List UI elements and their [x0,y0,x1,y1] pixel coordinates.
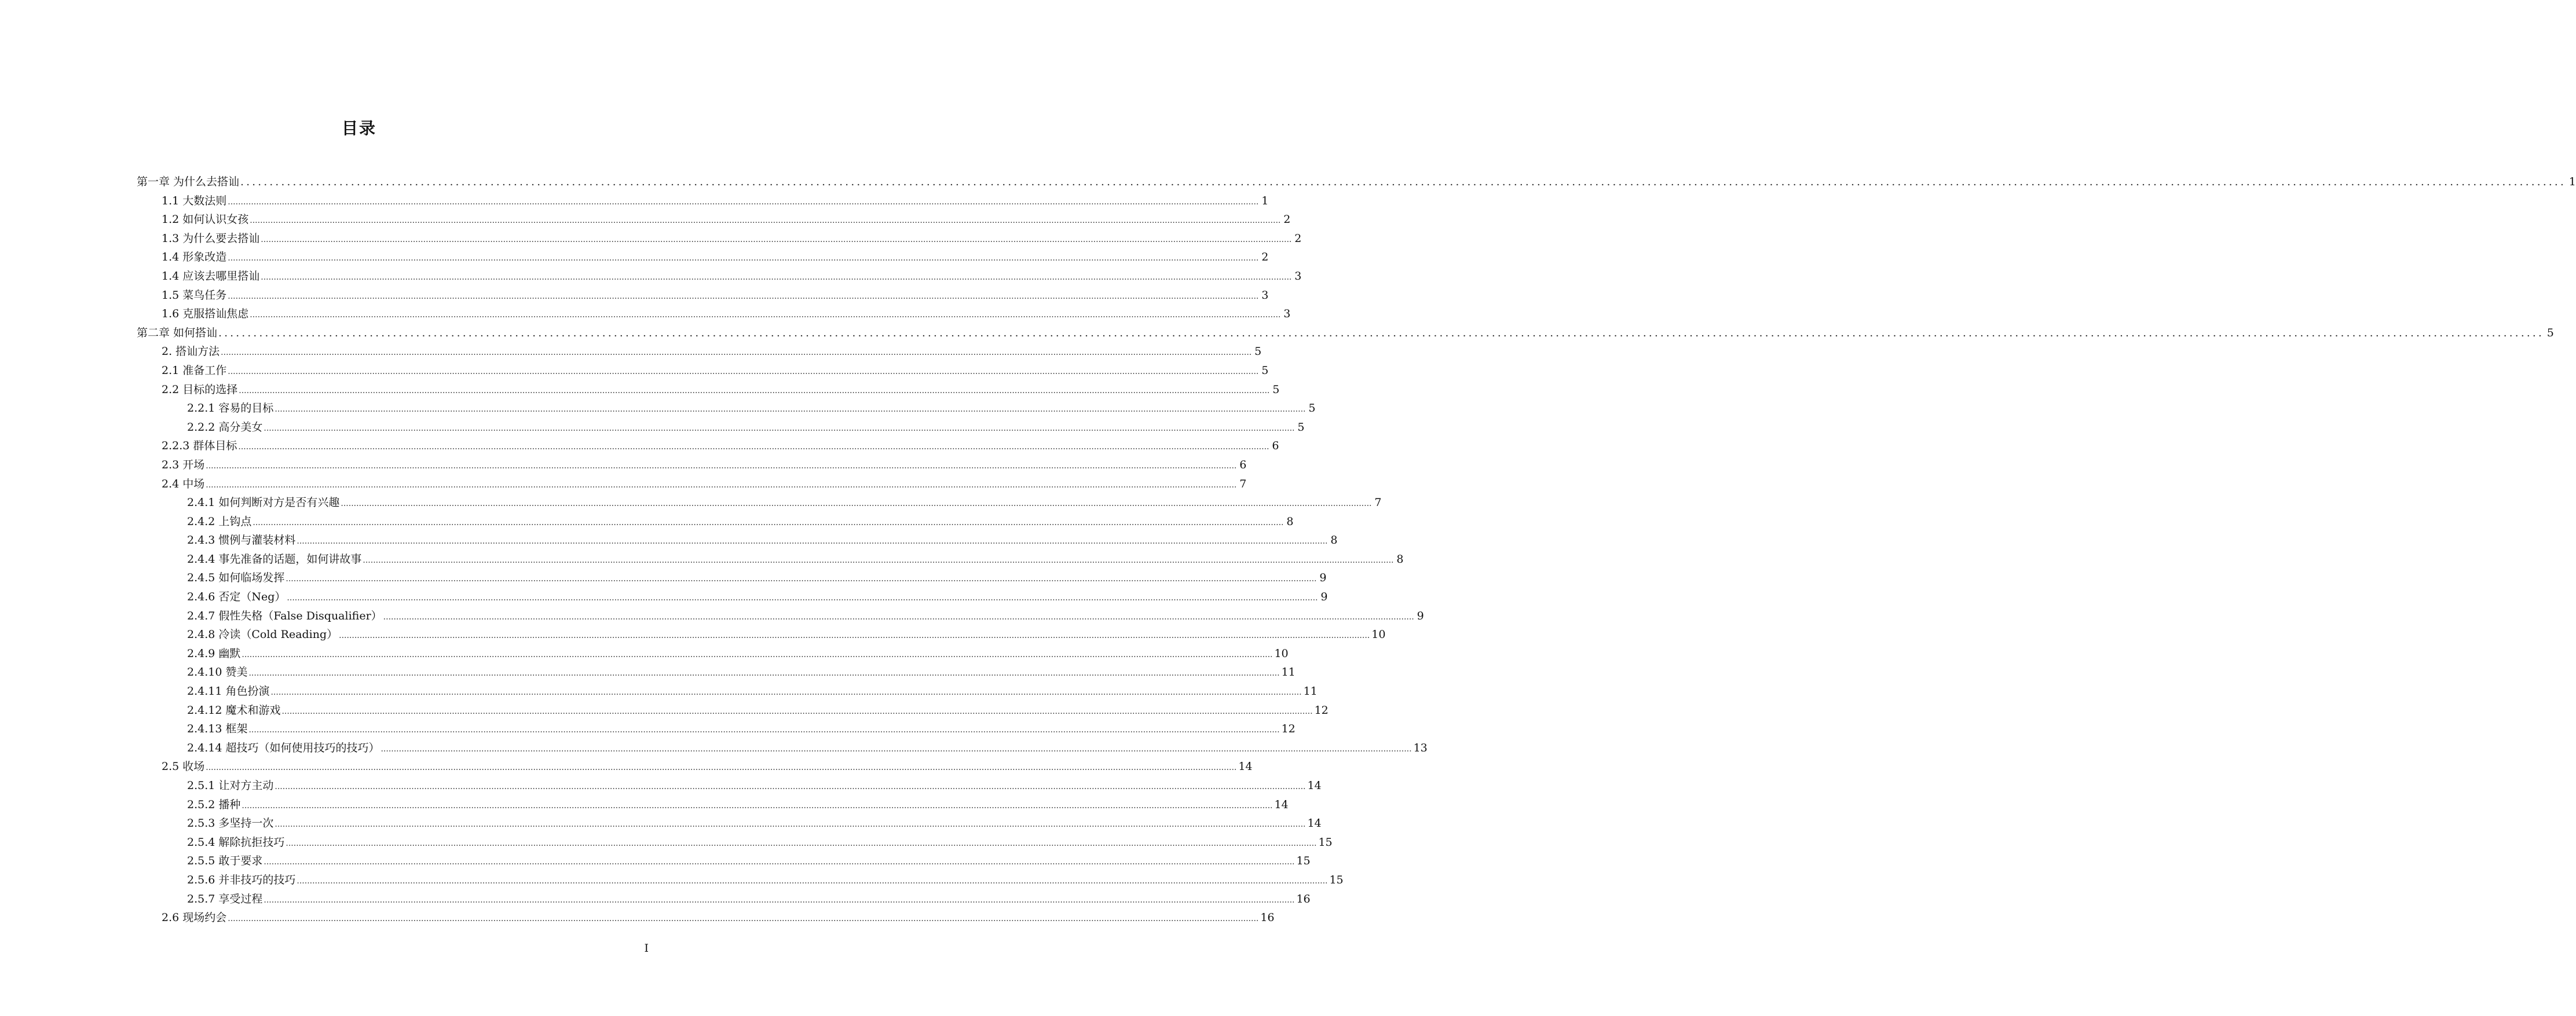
toc-entry-page: 3 [1294,269,1302,283]
toc-entry[interactable] [137,342,1262,361]
toc-entry-label: 2.5.1 让对方主动 [187,779,274,792]
toc-entry-page: 1 [1261,194,1269,207]
toc-entry-page: 5 [2546,326,2554,339]
toc-entry-page: 7 [1239,477,1247,490]
toc-entry-label: 2.5.3 多坚持一次 [187,817,274,830]
toc-entry-label: 1.4 应该去哪里搭讪 [162,269,260,283]
toc-entry-label: 1.4 形象改造 [162,251,227,264]
dot-leader: ................................................................................................................................................................................................................................................................................................................................................................................................................ [287,593,1318,603]
toc-entry-page: 5 [1308,402,1316,415]
toc-entry-page: 8 [1396,552,1404,566]
dot-leader: ................................................................................................................................................................................................................................................................................................................................................................................................................ [248,725,1280,735]
toc-entry-page: 2 [1294,232,1302,245]
dot-leader: ................................................................................................................................................................................................................................................................................................................................................................................................................ [228,914,1259,924]
toc-entry-label: 2.1 准备工作 [162,364,227,377]
toc-entry-page: 1 [2568,175,2576,188]
toc-entry-label: 1.5 菜鸟任务 [162,288,227,302]
dot-leader: ................................................................................................................................................................................................................................................................................................................................................................................................................ [206,461,1237,471]
toc-entry-label: 1.1 大数法则 [162,194,227,207]
dot-leader: ................................................................................................................................................................................................................................................................................................................................................................................................................ [281,706,1313,716]
toc-entry[interactable] [137,625,1386,644]
toc-entry-label: 2.5.5 敢于要求 [187,854,263,868]
toc-entry[interactable] [137,682,1318,701]
dot-leader: ................................................................................................................................................................................................................................................................................................................................................................................................................ [253,518,1284,527]
toc-entry-page: 13 [1413,741,1428,754]
toc-entry-label: 2.4.12 魔术和游戏 [187,703,281,717]
dot-leader: ................................................................................................................................................................................................................................................................................................................................................................................................................ [240,175,2566,188]
toc-entry[interactable] [137,210,1291,229]
toc-entry[interactable] [137,720,1296,739]
toc-entry[interactable] [137,568,1327,588]
toc-entry-page: 5 [1254,345,1262,358]
toc-entry-label: 2.4.1 如何判断对方是否有兴趣 [187,496,340,509]
toc-entry-label: 2.4.6 否定（Neg） [187,590,286,604]
toc-entry[interactable] [137,192,1269,211]
toc-entry-label: 2.5.7 享受过程 [187,892,263,905]
toc-entry-page: 5 [1272,383,1280,396]
toc-entry-page: 6 [1239,458,1247,471]
toc-entry-page: 14 [1274,798,1289,811]
dot-leader: ................................................................................................................................................................................................................................................................................................................................................................................................................ [261,234,1292,244]
toc-entry[interactable] [137,644,1289,663]
toc-entry-label: 2.2.2 高分美女 [187,420,263,434]
dot-leader: ................................................................................................................................................................................................................................................................................................................................................................................................................ [261,272,1292,282]
dot-leader: ................................................................................................................................................................................................................................................................................................................................................................................................................ [241,650,1273,659]
toc-entry-page: 3 [1283,307,1291,321]
dot-leader: ................................................................................................................................................................................................................................................................................................................................................................................................................ [250,310,1281,320]
toc-entry-label: 2.4.3 惯例与灌装材料 [187,534,296,547]
dot-leader: ................................................................................................................................................................................................................................................................................................................................................................................................................ [228,366,1259,376]
toc-entry-page: 8 [1286,515,1294,528]
toc-entry-page: 2 [1283,213,1291,226]
toc-entry-page: 10 [1274,647,1289,660]
toc-entry-page: 12 [1314,703,1329,717]
toc-entry[interactable] [137,531,1338,550]
toc-entry[interactable] [137,267,1302,286]
toc-entry-label: 1.3 为什么要去搭讪 [162,232,260,245]
dot-leader: ................................................................................................................................................................................................................................................................................................................................................................................................................ [286,838,1317,848]
toc-chapter-entry[interactable] [137,173,2576,192]
toc-entry-label: 2. 搭讪方法 [162,345,220,358]
dot-leader: ................................................................................................................................................................................................................................................................................................................................................................................................................ [206,480,1237,490]
toc-entry-label: 1.2 如何认识女孩 [162,213,249,226]
toc-entry-label: 2.2 目标的选择 [162,383,238,396]
toc-entry-page: 14 [1307,817,1322,830]
toc-entry[interactable] [137,550,1404,569]
toc-entry-page: 15 [1318,835,1333,849]
toc-entry[interactable] [137,493,1382,512]
dot-leader: ................................................................................................................................................................................................................................................................................................................................................................................................................ [275,782,1306,791]
toc-entry[interactable] [137,380,1280,399]
toc-entry[interactable] [137,852,1311,871]
dot-leader: ................................................................................................................................................................................................................................................................................................................................................................................................................ [297,876,1328,886]
page-title: 目录 [341,119,376,138]
toc-entry[interactable] [137,229,1302,248]
toc-entry-page: 9 [1417,609,1424,622]
toc-entry[interactable] [137,456,1247,475]
toc-entry-label: 2.2.3 群体目标 [162,439,237,453]
toc-entry[interactable] [137,890,1311,909]
toc-entry[interactable] [137,588,1328,607]
dot-leader: ................................................................................................................................................................................................................................................................................................................................................................................................................ [297,537,1328,546]
toc-entry-label: 2.3 开场 [162,458,205,471]
dot-leader: ................................................................................................................................................................................................................................................................................................................................................................................................................ [363,555,1394,565]
dot-leader: ................................................................................................................................................................................................................................................................................................................................................................................................................ [239,386,1270,395]
toc-entry[interactable] [137,776,1322,795]
toc-entry[interactable] [137,361,1269,380]
toc-entry-page: 14 [1307,779,1322,792]
dot-leader: ................................................................................................................................................................................................................................................................................................................................................................................................................ [238,442,1269,452]
toc-entry-label: 2.6 现场约会 [162,911,227,925]
toc-entry-label: 2.4.13 框架 [187,722,248,736]
toc-entry-page: 9 [1320,590,1328,604]
toc-entry[interactable] [137,795,1289,815]
toc-entry[interactable] [137,607,1424,626]
dot-leader: ................................................................................................................................................................................................................................................................................................................................................................................................................ [383,612,1414,622]
toc-entry-page: 15 [1329,873,1344,886]
toc-entry-page: 11 [1303,685,1318,698]
toc-entry-page: 5 [1297,420,1305,434]
dot-leader: ................................................................................................................................................................................................................................................................................................................................................................................................................ [275,405,1306,415]
dot-leader: ................................................................................................................................................................................................................................................................................................................................................................................................................ [264,423,1295,433]
toc-entry[interactable] [137,305,1291,324]
toc-entry-page: 9 [1319,571,1327,585]
toc-entry-label: 2.4.10 赞美 [187,666,248,679]
toc-entry-label: 2.5.4 解除抗拒技巧 [187,835,285,849]
toc-entry-label: 2.4.9 幽默 [187,647,241,660]
page-number: I [644,942,649,955]
toc-entry-page: 6 [1272,439,1279,453]
toc-entry-page: 16 [1296,892,1311,905]
toc-entry[interactable] [137,418,1305,437]
toc-entry[interactable] [137,833,1333,852]
toc-entry[interactable] [137,871,1344,890]
dot-leader: ................................................................................................................................................................................................................................................................................................................................................................................................................ [286,574,1317,584]
toc-entry-label: 2.4.5 如何临场发挥 [187,571,285,585]
toc-entry-page: 2 [1261,251,1269,264]
dot-leader: ................................................................................................................................................................................................................................................................................................................................................................................................................ [341,499,1372,509]
toc-entry[interactable] [137,757,1253,776]
table-of-contents [137,173,2576,927]
toc-chapter-entry[interactable] [137,324,2554,343]
toc-entry-page: 8 [1330,534,1338,547]
toc-entry[interactable] [137,908,1275,927]
toc-entry[interactable] [137,512,1294,531]
toc-entry[interactable] [137,437,1279,456]
dot-leader: ................................................................................................................................................................................................................................................................................................................................................................................................................ [264,895,1295,905]
dot-leader: ................................................................................................................................................................................................................................................................................................................................................................................................................ [228,291,1259,301]
toc-entry-label: 2.5.2 播种 [187,798,241,811]
toc-entry-page: 12 [1281,722,1296,736]
toc-entry-label: 第一章 为什么去搭讪 [137,175,240,188]
toc-entry-page: 16 [1260,911,1275,925]
dot-leader: ................................................................................................................................................................................................................................................................................................................................................................................................................ [380,744,1412,754]
toc-entry-label: 2.5.6 并非技巧的技巧 [187,873,296,886]
toc-entry-label: 2.4.7 假性失格（False Disqualifier） [187,609,382,622]
toc-entry[interactable] [137,663,1296,682]
toc-entry-label: 2.4.11 角色扮演 [187,685,270,698]
dot-leader: ................................................................................................................................................................................................................................................................................................................................................................................................................ [248,669,1280,678]
toc-entry-page: 15 [1296,854,1311,868]
toc-entry-page: 11 [1281,666,1296,679]
toc-entry-label: 2.5 收场 [162,760,205,773]
dot-leader: ................................................................................................................................................................................................................................................................................................................................................................................................................ [221,348,1252,358]
toc-entry-page: 10 [1371,628,1386,641]
toc-entry-label: 2.4.2 上钩点 [187,515,252,528]
dot-leader: ................................................................................................................................................................................................................................................................................................................................................................................................................ [275,820,1306,830]
toc-entry[interactable] [137,814,1322,833]
toc-entry-page: 14 [1238,760,1253,773]
dot-leader: ................................................................................................................................................................................................................................................................................................................................................................................................................ [270,688,1302,698]
toc-entry-label: 2.2.1 容易的目标 [187,402,274,415]
dot-leader: ................................................................................................................................................................................................................................................................................................................................................................................................................ [228,197,1259,207]
toc-entry-page: 5 [1261,364,1269,377]
toc-entry[interactable] [137,701,1329,720]
toc-entry[interactable] [137,475,1247,494]
toc-entry-page: 3 [1261,288,1269,302]
toc-entry[interactable] [137,739,1428,758]
toc-entry-label: 2.4.4 事先准备的话题，如何讲故事 [187,552,362,566]
toc-entry[interactable] [137,399,1316,418]
toc-entry-label: 2.4.8 冷读（Cold Reading） [187,628,338,641]
toc-entry-page: 7 [1374,496,1382,509]
dot-leader: ................................................................................................................................................................................................................................................................................................................................................................................................................ [264,857,1295,867]
toc-entry[interactable] [137,248,1269,267]
dot-leader: ................................................................................................................................................................................................................................................................................................................................................................................................................ [228,254,1259,263]
toc-entry[interactable] [137,286,1269,305]
dot-leader: ................................................................................................................................................................................................................................................................................................................................................................................................................ [241,801,1273,810]
dot-leader: ................................................................................................................................................................................................................................................................................................................................................................................................................ [218,326,2544,339]
toc-entry-label: 2.4 中场 [162,477,205,490]
toc-entry-label: 1.6 克服搭讪焦虑 [162,307,249,321]
toc-entry-label: 2.4.14 超技巧（如何使用技巧的技巧） [187,741,380,754]
dot-leader: ................................................................................................................................................................................................................................................................................................................................................................................................................ [250,216,1281,226]
dot-leader: ................................................................................................................................................................................................................................................................................................................................................................................................................ [339,631,1370,641]
dot-leader: ................................................................................................................................................................................................................................................................................................................................................................................................................ [206,763,1237,773]
toc-entry-label: 第二章 如何搭讪 [137,326,218,339]
